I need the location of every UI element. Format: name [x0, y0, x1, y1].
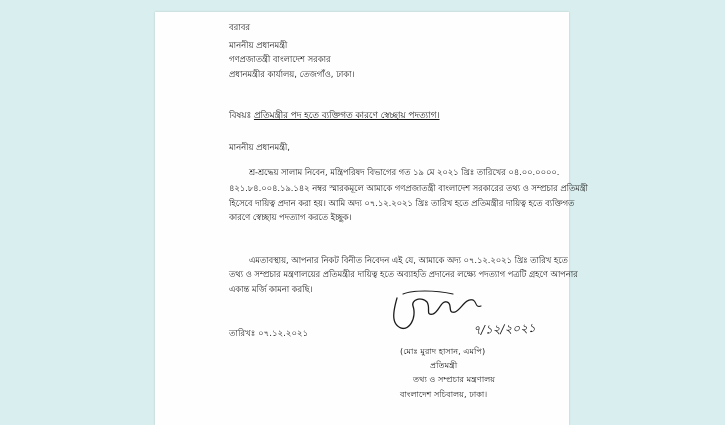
addressee-line-1: বরাবর	[229, 22, 250, 32]
paragraph1-line-1: শ্র-শ্রদ্ধেয় সালাম নিবেন, মন্ত্রিপরিষদ বিভাগের গত ১৯ মে ২০২১ খ্রিঃ তারিখের ০৪.০০.০০০০.	[249, 167, 560, 177]
addressee-line-2: মাননীয় প্রধানমন্ত্রী	[229, 40, 288, 50]
paragraph2-line-2: তথ্য ও সম্প্রচার মন্ত্রণালয়ের প্রতিমন্ত্রীর দায়িত্ব হতে অব্যাহতি প্রদানের লক্ষ্যে পদত্যাগ পত্রটি গ্রহণে আপনার	[229, 269, 578, 279]
paragraph1-line-3: হিসেবে দায়িত্ব প্রদান করা হয়। আমি অদ্য ০৭.১২.২০২১ খ্রিঃ তারিখ হতে প্রতিমন্ত্রীর দায়িত্ব হতে ব্যক্তিগত	[229, 198, 575, 208]
subject-label: বিষয়ঃ	[229, 111, 252, 121]
paragraph1-line-2: ৪২১.৮৪.০০৪.১৯.১৪২ নম্বর স্মারকমূলে আমাকে গণপ্রজাতন্ত্রী বাংলাদেশ সরকারের তথ্য ও সম্প্রচার প্রতিমন্ত্রী	[229, 183, 588, 193]
letter-page	[155, 12, 588, 425]
subject-text: প্রতিমন্ত্রীর পদ হতে ব্যক্তিগত কারণে স্বেচ্ছায় পদত্যাগ।	[253, 111, 440, 121]
salutation: মাননীয় প্রধানমন্ত্রী,	[229, 142, 290, 152]
subject-line	[229, 111, 440, 122]
paragraph2-line-1: এমতাবস্থায়, আপনার নিকট বিনীত নিবেদন এই যে, আমাকে অদ্য ০৭.১২.২০২১ খ্রিঃ তারিখ হতে	[249, 255, 568, 265]
signatory-title: প্রতিমন্ত্রী	[430, 360, 458, 370]
paragraph2-line-3: একান্ত মর্জি কামনা করছি।	[229, 284, 313, 294]
signatory-ministry: তথ্য ও সম্প্রচার মন্ত্রণালয়	[413, 374, 496, 384]
signature-date: ৭/১২/২০২১	[472, 320, 536, 338]
handwritten-signature	[383, 288, 538, 338]
paragraph1-line-4: কারণে স্বেচ্ছায় পদত্যাগ করতে ইচ্ছুক।	[229, 212, 352, 222]
addressee-line-4: প্রধানমন্ত্রীর কার্যালয়, তেজগাঁও, ঢাকা।	[229, 69, 355, 79]
letter-date: তারিখঃ ০৭.১২.২০২১	[229, 329, 309, 339]
signatory-name: (মোঃ মুরাদ হাসান, এমপি)	[400, 346, 486, 356]
signatory-office: বাংলাদেশ সচিবালয়, ঢাকা।	[400, 389, 488, 399]
addressee-line-3: গণপ্রজাতন্ত্রী বাংলাদেশ সরকার	[229, 54, 331, 64]
